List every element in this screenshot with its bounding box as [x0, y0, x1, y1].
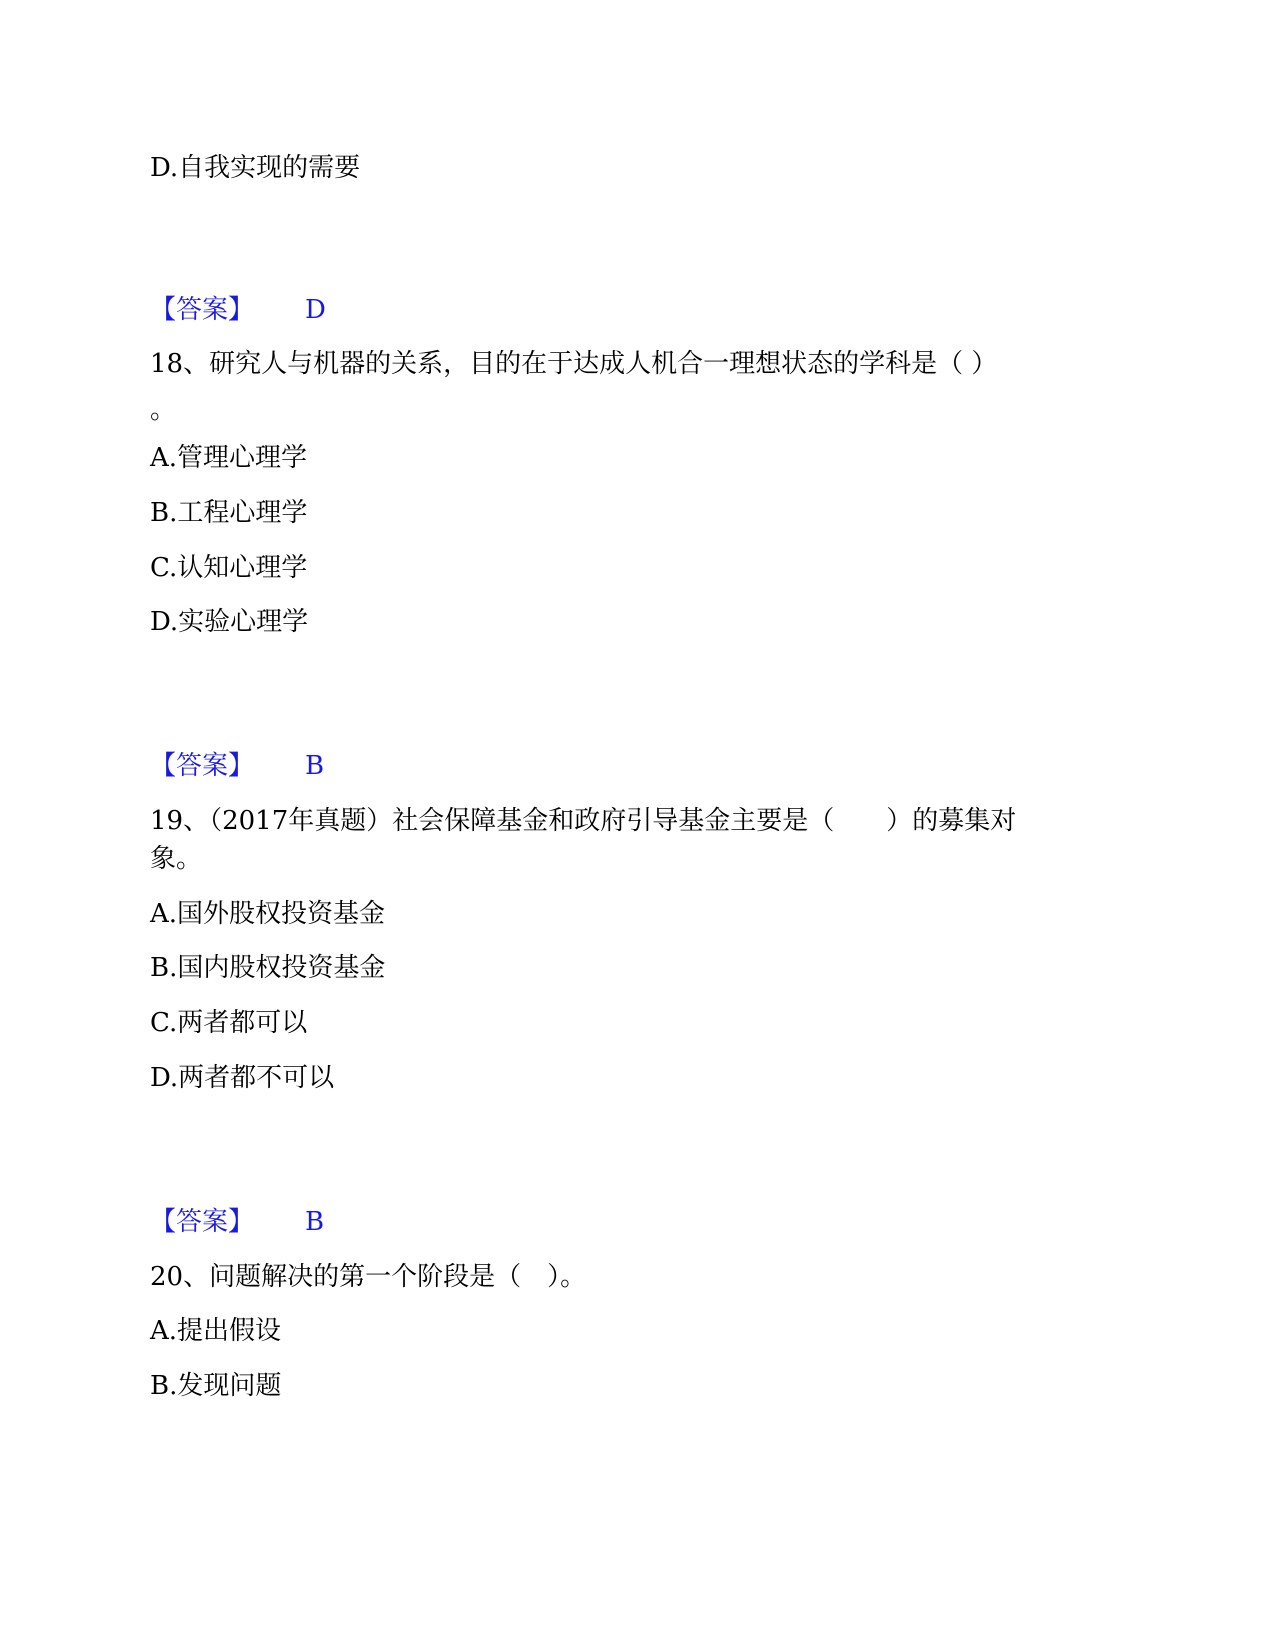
question-20-text: 20、问题解决的第一个阶段是（ ）。 [150, 1262, 587, 1292]
q17-option-d: D.自我实现的需要 [150, 153, 361, 183]
answer-label: 【答案】 [150, 751, 255, 781]
answer-row-17 [150, 292, 326, 328]
answer-label: 【答案】 [150, 295, 255, 325]
q19-option-b: B.国内股权投资基金 [150, 953, 386, 983]
answer-row-18 [150, 748, 325, 784]
answer-label: 【答案】 [150, 1207, 255, 1237]
q18-option-a: A.管理心理学 [150, 443, 308, 473]
q18-option-b: B.工程心理学 [150, 498, 308, 528]
q19-option-c: C.两者都可以 [150, 1008, 308, 1038]
question-19-text: 19、（2017年真题）社会保障基金和政府引导基金主要是（ ）的募集对 [150, 806, 1017, 836]
q19-option-d: D.两者都不可以 [150, 1063, 335, 1093]
q20-option-b: B.发现问题 [150, 1371, 282, 1401]
question-19-text-continued: 象。 [150, 844, 203, 874]
q19-option-a: A.国外股权投资基金 [150, 899, 386, 929]
answer-row-19 [150, 1204, 325, 1240]
question-18-text: 18、研究人与机器的关系，目的在于达成人机合一理想状态的学科是（ ） [150, 349, 998, 379]
question-18-text-continued: 。 [150, 395, 177, 425]
answer-value: B [305, 751, 325, 781]
answer-value: D [305, 295, 326, 325]
q18-option-c: C.认知心理学 [150, 553, 308, 583]
q20-option-a: A.提出假设 [150, 1316, 282, 1346]
answer-value: B [305, 1207, 325, 1237]
q18-option-d: D.实验心理学 [150, 607, 309, 637]
